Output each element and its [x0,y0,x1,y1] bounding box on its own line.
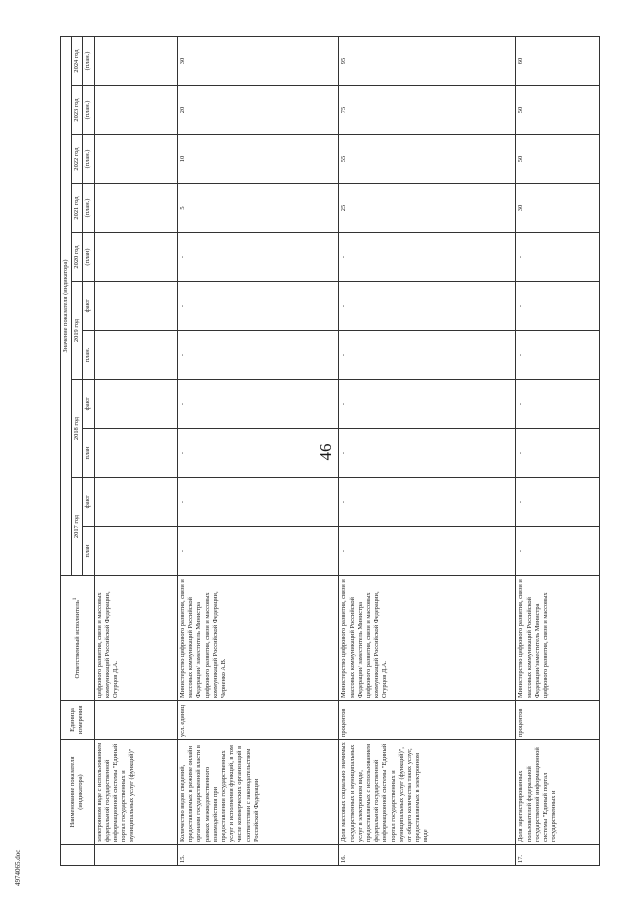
row-number: 16. [339,845,516,866]
row-value-cell: 25 [339,184,516,233]
row-unit: процентов [339,701,516,740]
row-unit: усл. единиц [178,701,339,740]
table-body [94,37,599,866]
row-value-cell: 95 [339,37,516,86]
header-year: 2019 год [72,282,83,380]
row-value-cell: 55 [339,135,516,184]
header-subcolumn: (план.) [83,184,94,233]
header-row-1 [61,37,72,866]
row-value-cell: - [516,282,600,331]
row-value-cell [94,135,178,184]
table-row [178,37,339,866]
row-value-cell: - [178,233,339,282]
row-value-cell [94,380,178,429]
row-indicator-name: Доля зарегистрированных пользователей федеральной государственной информационной системы "Единый портал государственных и [516,740,600,845]
indicators-table [60,36,600,866]
row-value-cell: - [178,380,339,429]
row-executor: Министерство цифрового развития, связи и массовых коммуникаций Российской Федерации/ заместитель Министра цифрового развития, связи и массовых коммуникаций Российской Федерации, Черненко А.В. [178,576,339,701]
header-year: 2018 год [72,380,83,478]
row-value-cell: - [339,233,516,282]
header-year: 2021 год [72,184,83,233]
row-executor: Министерство цифрового развития, связи и массовых коммуникаций Российской Федерации/заместитель Министра цифрового развития, связи и массовых [516,576,600,701]
row-value-cell: 30 [178,37,339,86]
header-subcolumn: факт [83,380,94,429]
indicators-table-rotated [60,36,600,866]
row-number [94,845,178,866]
header-year: 2023 год [72,86,83,135]
row-value-cell: - [178,282,339,331]
row-value-cell: - [516,478,600,527]
row-value-cell: - [339,380,516,429]
header-subcolumn: (план.) [83,135,94,184]
row-value-cell: - [339,331,516,380]
row-value-cell [94,37,178,86]
document-page: 46 4974065.doc Наименование показателя (индикатора) Единица измерения Ответственный исполнитель$^1$ Значение показателя (индикатора) 2017 год 2018 год 2019 год 2020 год 2021 год 2022 год 2023 год 2024 год план факт план факт план. факт (план) (план.) (план.) (план.) (план.) электронном виде с использованием федеральной государственной информационной системы "Единый портал государственных и муниципальных услуг (функций)" цифрового развития, связи и массовых коммуникаций Российской Федерации, Огурцов Д.А. 15. Количество видов сведений, предоставляемых в режиме онлайн органами государственной власти в рамках межведомственного взаимодействия при предоставлении государственных услуг и исполнения функций, в том числе коммерческих организаций в соответствии с законодательством Российской Федерации усл. единиц Министерство цифрового развития, связи и массовых коммуникаций Российской Федерации/ заместитель Министра цифрового развития, связи и массовых коммуникаций Российской Федерации, Черненко А.В. - - - - - - - 5 10 20 30 16. Доля массовых социально значимых государственных и муниципальных услуг в электронном виде, предоставляемых с использованием федеральной государственной информационной системы "Единый портал государственных и муниципальных услуг (функций)", от общего количества таких услуг, предоставляемых в электронном виде процентов Министерство цифрового развития, связи и массовых коммуникаций Российской Федерации/ заместитель Министра цифрового развития, связи и массовых коммуникаций Российской Федерации, Огурцов Д.А. - - - - - - - 25 55 75 95 17. Доля зарегистрированных пользователей федеральной государственной информационной системы "Единый портал государственных и процентов Министерство цифрового развития, связи и массовых коммуникаций Российской Федерации/заместитель Министра цифрового развития, связи и массовых - - - - - - - 30 50 50 60 [0,0,640,905]
row-number: 17. [516,845,600,866]
header-subcolumn: план [83,429,94,478]
header-subcolumn: (план.) [83,37,94,86]
row-indicator-name: электронном виде с использованием федеральной государственной информационной системы "Единый портал государственных и муниципальных услуг (функций)" [94,740,178,845]
row-value-cell: 50 [516,135,600,184]
row-executor: Министерство цифрового развития, связи и массовых коммуникаций Российской Федерации/ заместитель Министра цифрового развития, связи и массовых коммуникаций Российской Федерации, Огурцов Д.А. [339,576,516,701]
row-value-cell: 60 [516,37,600,86]
header-number [61,845,95,866]
row-number: 15. [178,845,339,866]
header-executor-text: Ответственный исполнитель [74,600,82,679]
row-value-cell: - [339,429,516,478]
header-year: 2022 год [72,135,83,184]
header-executor [61,576,95,701]
row-value-cell [94,478,178,527]
header-year: 2017 год [72,478,83,576]
row-value-cell [94,233,178,282]
row-value-cell: - [516,527,600,576]
header-subcolumn: план [83,527,94,576]
row-value-cell: - [178,331,339,380]
row-value-cell [94,527,178,576]
row-value-cell: 75 [339,86,516,135]
row-value-cell: - [516,331,600,380]
row-value-cell: 20 [178,86,339,135]
header-subcolumn: (план.) [83,86,94,135]
row-indicator-name: Доля массовых социально значимых государственных и муниципальных услуг в электронном виде, предоставляемых с использованием федеральной государственной информационной системы "Единый портал государственных и муниципальных услуг (функций)", от общего количества таких услуг, предоставляемых в электронном виде [339,740,516,845]
row-value-cell [94,331,178,380]
row-value-cell [94,86,178,135]
row-value-cell [94,429,178,478]
row-value-cell [94,282,178,331]
row-value-cell: - [516,233,600,282]
row-value-cell: 10 [178,135,339,184]
header-subcolumn: (план) [83,233,94,282]
row-unit [94,701,178,740]
row-unit: процентов [516,701,600,740]
row-value-cell: - [339,527,516,576]
row-value-cell: - [178,478,339,527]
table-row [339,37,516,866]
row-value-cell: - [516,429,600,478]
row-value-cell: 5 [178,184,339,233]
header-unit: Единица измерения [61,701,95,740]
header-year: 2020 год [72,233,83,282]
row-value-cell: 30 [516,184,600,233]
header-year: 2024 год [72,37,83,86]
header-subcolumn: факт [83,478,94,527]
table-header [61,37,95,866]
row-value-cell [94,184,178,233]
header-subcolumn: план. [83,331,94,380]
row-indicator-name: Количество видов сведений, предоставляемых в режиме онлайн органами государственной власти в рамках межведомственного взаимодействия при предоставлении государственных услуг и исполнения функций, в том числе коммерческих организаций в соответствии с законодательством Российской Федерации [178,740,339,845]
row-executor: цифрового развития, связи и массовых коммуникаций Российской Федерации, Огурцов Д.А. [94,576,178,701]
row-value-cell: - [339,282,516,331]
row-value-cell: - [516,380,600,429]
table-row [516,37,600,866]
row-value-cell: - [339,478,516,527]
row-value-cell: - [178,527,339,576]
header-values-group: Значение показателя (индикатора) [61,37,72,576]
header-executor-footnote: 1 [72,597,79,601]
header-subcolumn: факт [83,282,94,331]
row-value-cell: 50 [516,86,600,135]
table-row [94,37,178,866]
row-value-cell: - [178,429,339,478]
header-indicator-name: Наименование показателя (индикатора) [61,740,95,845]
